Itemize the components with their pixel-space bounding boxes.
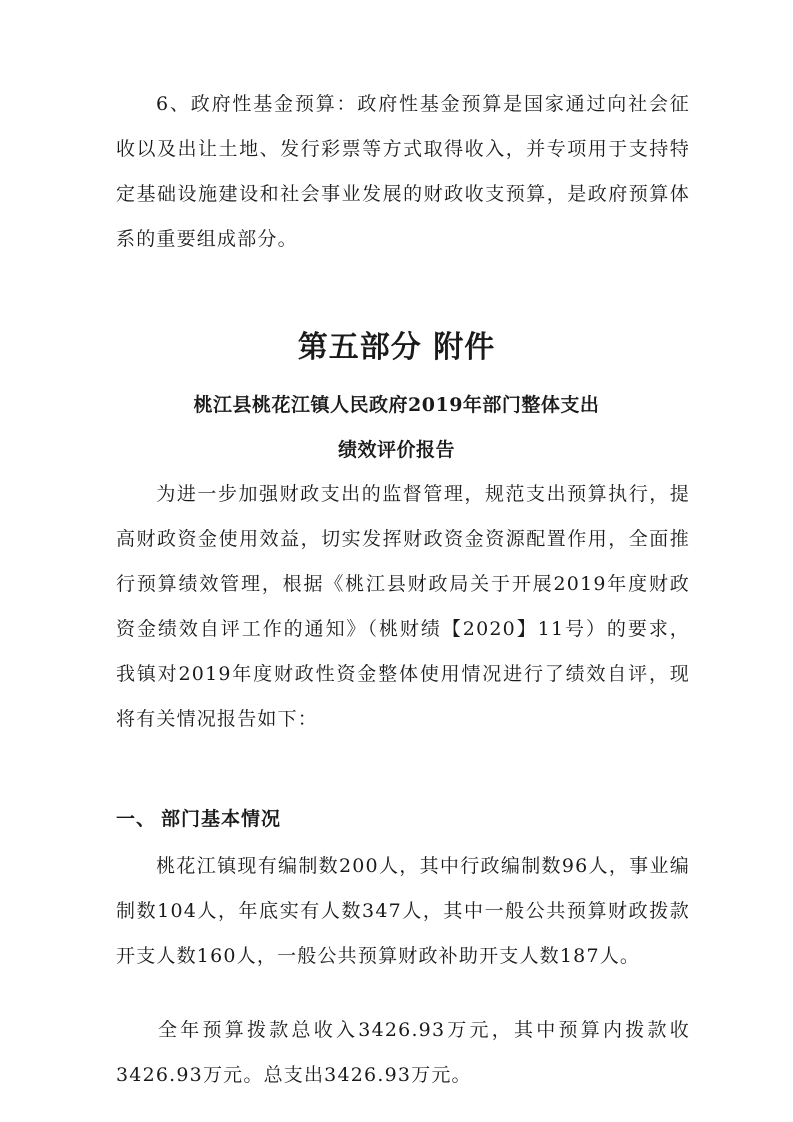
paragraph-staffing <box>116 844 690 979</box>
part-title: 第五部分 附件 <box>297 330 496 365</box>
section-title: 部门基本情况 <box>161 808 282 830</box>
report-title-line1: 桃江县桃花江镇人民政府2019年部门整体支出 <box>193 394 600 416</box>
paragraph-text: 6、政府性基金预算：政府性基金预算是国家通过向社会征收以及出让土地、发行彩票等方式取得收入，并专项用于支持特定基础设施建设和社会事业发展的财政收支预算，是政府预算体系的重要组成部分。 <box>116 93 690 250</box>
report-title-line2: 绩效评价报告 <box>337 439 455 461</box>
paragraph-text: 全年预算拨款总收入3426.93万元，其中预算内拨款收3426.93万元。总支出3426.93万元。 <box>116 1019 690 1086</box>
section-heading <box>116 797 281 842</box>
paragraph-government-fund-budget <box>116 82 690 262</box>
paragraph-text: 为进一步加强财政支出的监督管理，规范支出预算执行，提高财政资金使用效益，切实发挥财政资金资源配置作用，全面推行预算绩效管理，根据《桃江县财政局关于开展2019年度财政资金绩效自评工作的通知》（桃财绩【2020】11号）的要求，我镇对2019年度财政性资金整体使用情况进行了绩效自评，现将有关情况报告如下： <box>116 483 690 730</box>
section-number: 一、 <box>116 808 157 830</box>
paragraph-budget <box>116 1008 690 1098</box>
paragraph-text: 桃花江镇现有编制数200人，其中行政编制数96人，事业编制数104人，年底实有人数347人，其中一般公共预算财政拨款开支人数160人，一般公共预算财政补助开支人数187人。 <box>116 855 690 967</box>
paragraph-intro <box>116 472 690 742</box>
